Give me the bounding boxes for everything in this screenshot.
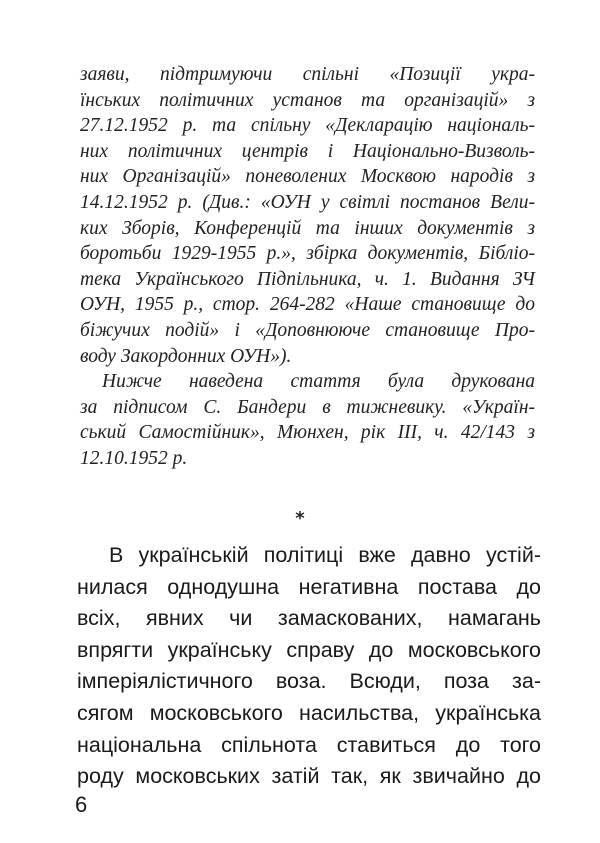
note-line: ський Самостійник», Мюнхен, рік III, ч. 42/143 з [80,422,535,444]
note-line: ких Зборів, Конференцій та інших документів з [80,217,535,239]
note-line: за підписом С. Бандери в тижневику. «Україн- [80,396,535,418]
introductory-note [80,62,535,472]
body-line: сягом московського насильства, українська [77,700,541,725]
note-line: заяви, підтримуючи спільні «Позиції укра- [80,64,535,85]
body-line: імперіялістичного воза. Всюди, поза за- [77,669,541,694]
note-line: Нижче наведена стаття була друкована [102,371,535,393]
article-body [77,540,541,793]
note-line: їнських політичних установ та організацій» з [80,89,535,111]
note-line: біжучих подій» і «Доповнююче становище Про- [80,319,535,341]
note-line: воду Закордонних ОУН»). [80,345,292,367]
page-number: 6 [75,792,88,817]
body-line: В українській політиці вже давно устій- [109,543,541,567]
note-line: боротьби 1929-1955 р.», збірка документів, Бібліо- [80,243,535,265]
note-line: 27.12.1952 р. та спільну «Декларацію національ- [80,115,535,137]
body-line: всіх, явних чи замаскованих, намагань [77,606,541,631]
note-line: 12.10.1952 р. [80,447,188,469]
body-line: роду московських затій так, як звичайно до [77,764,541,789]
body-line: нилася однодушна негативна постава до [77,574,541,599]
note-line: тека Українського Підпільника, ч. 1. Видання ЗЧ [80,268,535,290]
note-line: ОУН, 1955 р., стор. 264-282 «Наше становище до [80,294,535,316]
section-separator-asterisk: * [295,508,305,529]
body-line: впрягти українську справу до московського [77,637,541,662]
body-line: національна спільнота ставиться до того [77,732,541,757]
note-line: них політичних центрів і Національно-Визволь- [80,140,535,162]
note-line: них Організацій» поневолених Москвою народів з [80,166,535,188]
note-line: 14.12.1952 р. (Див.: «ОУН у світлі постанов Вели- [80,191,535,213]
